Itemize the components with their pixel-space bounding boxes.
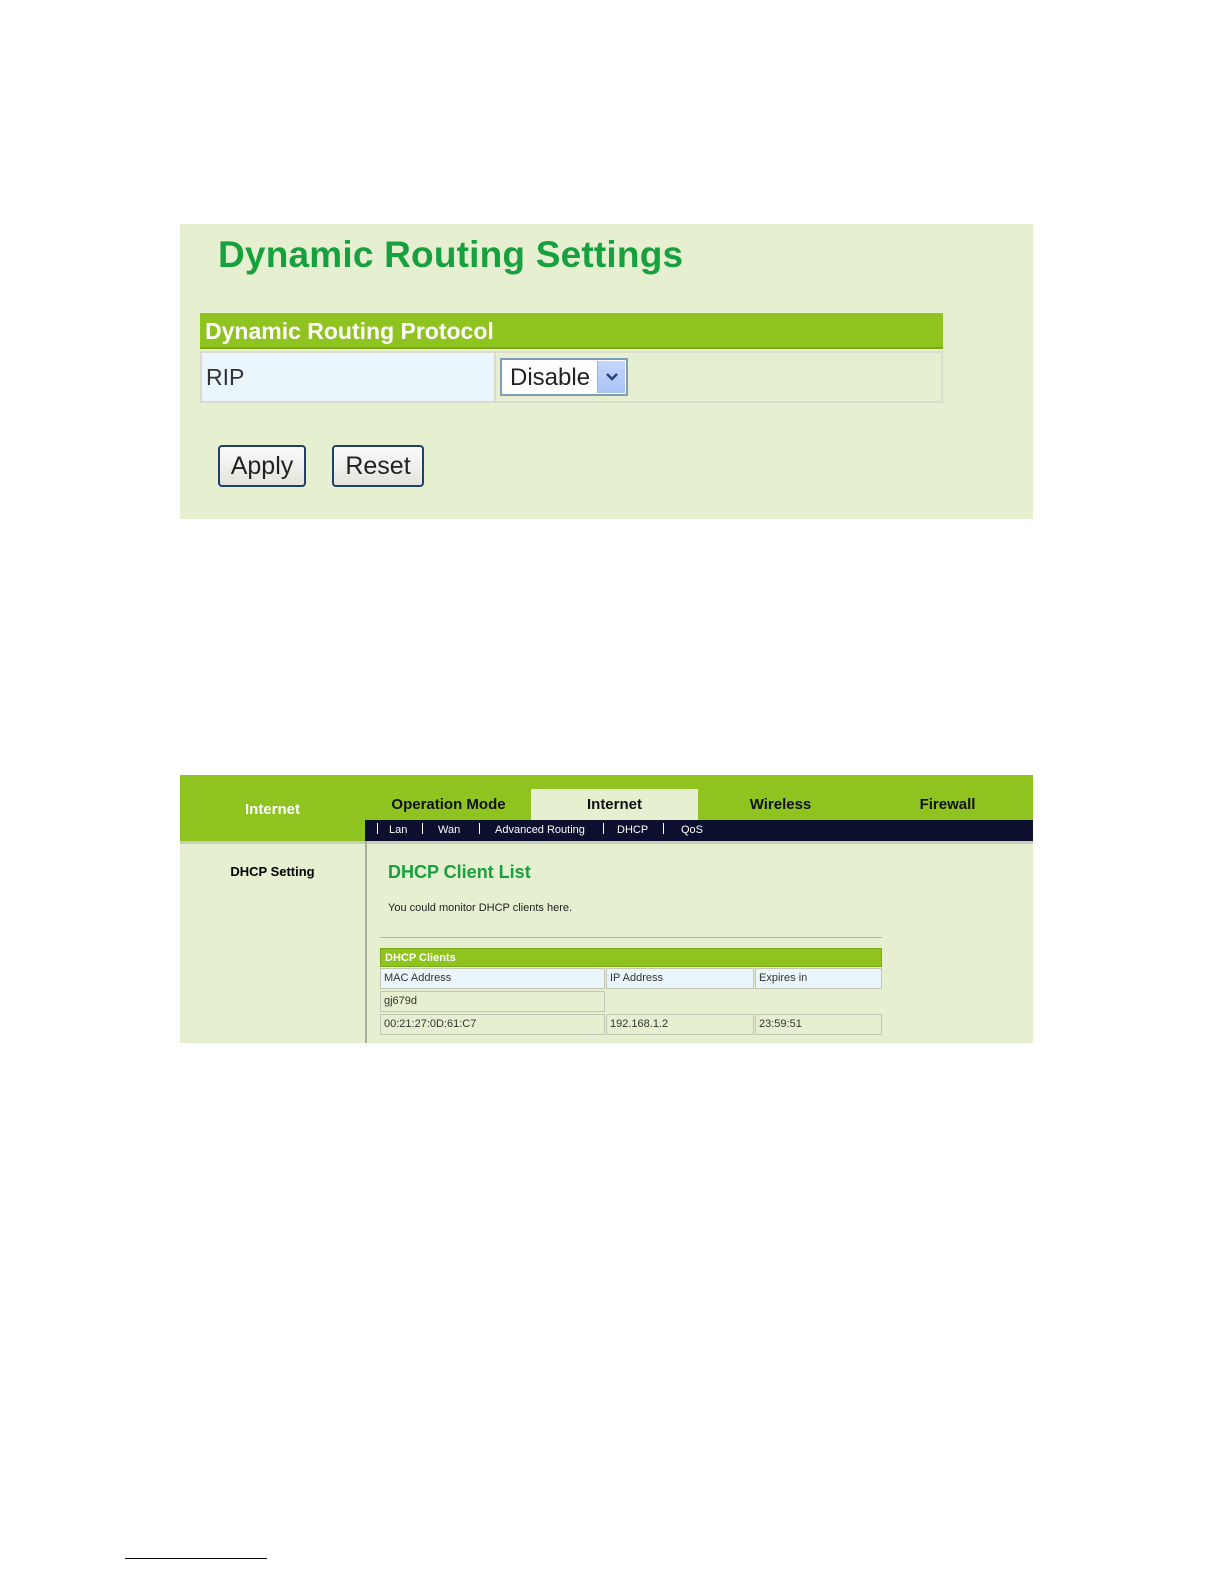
page-title: Dynamic Routing Settings bbox=[218, 234, 684, 275]
dhcp-client-panel bbox=[180, 775, 1033, 1043]
rip-select[interactable] bbox=[500, 358, 628, 396]
sub-nav-divider bbox=[479, 823, 480, 834]
dynamic-routing-panel bbox=[180, 224, 1033, 519]
client-mac: 00:21:27:0D:61:C7 bbox=[380, 1014, 605, 1035]
section-header: Dynamic Routing Protocol bbox=[200, 313, 943, 349]
apply-button[interactable]: Apply bbox=[218, 445, 306, 487]
footnote-rule bbox=[125, 1558, 267, 1559]
rip-label: RIP bbox=[200, 351, 496, 403]
table-header: DHCP Clients bbox=[380, 948, 882, 967]
table-row bbox=[380, 1014, 882, 1036]
sub-nav-divider bbox=[422, 823, 423, 834]
client-hostname: gj679d bbox=[380, 991, 605, 1012]
rip-row bbox=[200, 351, 943, 403]
sub-nav-divider bbox=[663, 823, 664, 834]
column-header-expires: Expires in bbox=[755, 968, 882, 989]
divider bbox=[380, 937, 882, 938]
table-column-headers bbox=[380, 968, 882, 990]
sidebar bbox=[180, 841, 365, 1043]
main-content bbox=[367, 841, 1033, 1043]
reset-button[interactable]: Reset bbox=[332, 445, 424, 487]
tab-internet[interactable]: Internet bbox=[531, 789, 698, 820]
subnav-wan[interactable]: Wan bbox=[438, 824, 461, 836]
subnav-dhcp[interactable]: DHCP bbox=[617, 824, 649, 836]
client-ip: 192.168.1.2 bbox=[606, 1014, 754, 1035]
tab-wireless[interactable]: Wireless bbox=[749, 796, 812, 813]
table-row bbox=[380, 991, 882, 1013]
sub-nav-divider bbox=[377, 823, 378, 834]
tab-firewall[interactable]: Firewall bbox=[919, 796, 976, 813]
dhcp-clients-table bbox=[380, 948, 882, 1036]
sub-nav-divider bbox=[603, 823, 604, 834]
brand-label: Internet bbox=[244, 800, 300, 818]
sidebar-item-dhcp-setting[interactable]: DHCP Setting bbox=[230, 864, 315, 879]
subnav-advanced-routing[interactable]: Advanced Routing bbox=[495, 824, 585, 836]
content-description: You could monitor DHCP clients here. bbox=[388, 902, 573, 914]
sub-nav bbox=[365, 820, 1033, 841]
column-header-ip: IP Address bbox=[606, 968, 754, 989]
client-expires: 23:59:51 bbox=[755, 1014, 882, 1035]
rip-select-value: Disable bbox=[510, 364, 591, 391]
rip-value-cell bbox=[496, 351, 943, 403]
subnav-lan[interactable]: Lan bbox=[389, 824, 408, 836]
routing-protocol-table bbox=[200, 313, 943, 403]
content-title: DHCP Client List bbox=[388, 862, 531, 882]
chevron-down-icon[interactable] bbox=[597, 361, 625, 393]
tab-operation-mode[interactable]: Operation Mode bbox=[391, 796, 506, 813]
subnav-qos[interactable]: QoS bbox=[681, 824, 704, 836]
column-header-mac: MAC Address bbox=[380, 968, 605, 989]
